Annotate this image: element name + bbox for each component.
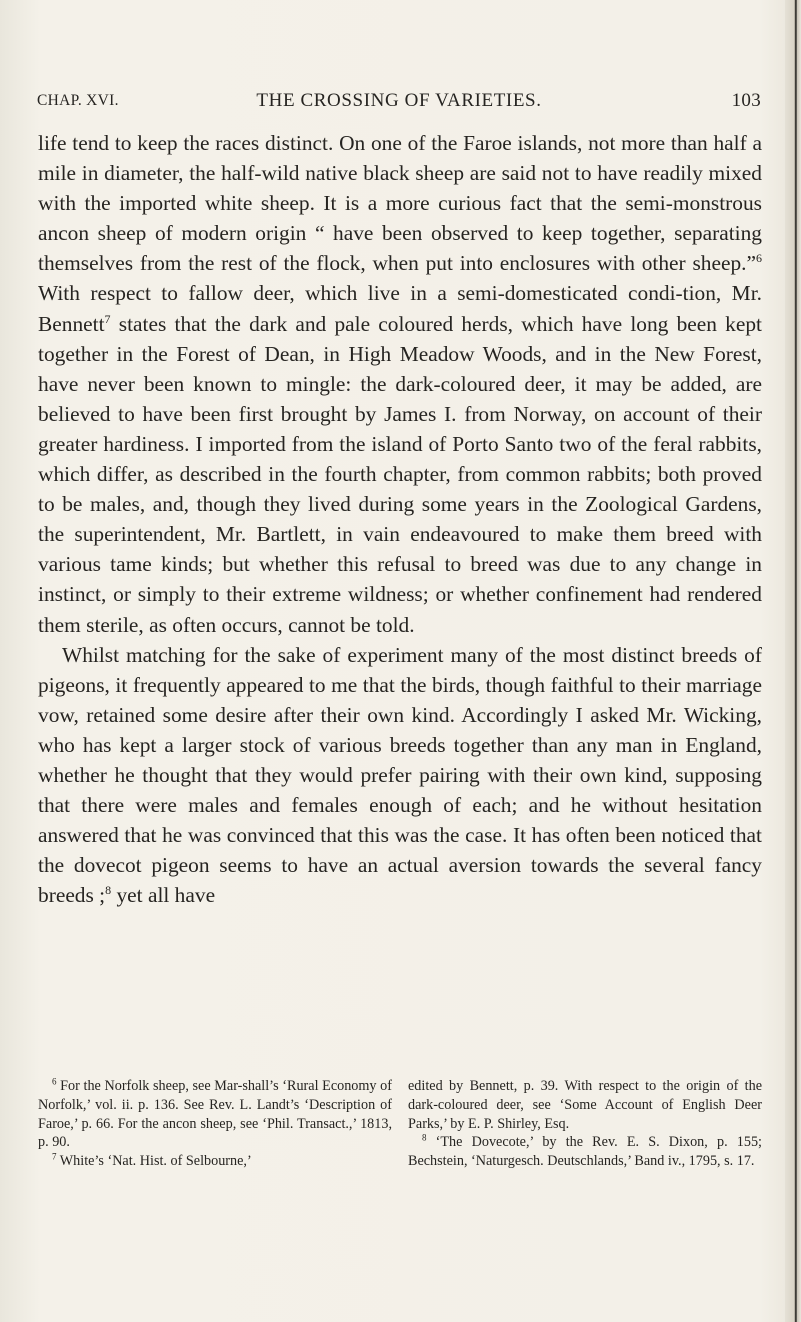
footnote-ref-7: 7 bbox=[104, 311, 111, 326]
running-header bbox=[37, 90, 761, 118]
footnote-7-continued: edited by Bennett, p. 39. With respect to the origin of the dark-coloured deer, see ‘Some Account of English Deer Parks,’ by E. P. Shirley, Esq. bbox=[408, 1078, 762, 1132]
chapter-label: CHAP. XVI. bbox=[37, 92, 119, 109]
footnote-6-text: For the Norfolk sheep, see Mar-shall’s ‘Rural Economy of Norfolk,’ vol. ii. p. 136. See Rev. L. Landt’s ‘Description of Faroe,’ p. 66. For the ancon sheep, see ‘Phil. Transact.,’ 1813, p. 90. bbox=[38, 1078, 392, 1151]
footnote-7 bbox=[38, 1152, 392, 1171]
footnote-8-text: ‘The Dovecote,’ by the Rev. E. S. Dixon, p. 155; Bechstein, ‘Naturgesch. Deutschlands,’ Band iv., 1795, s. 17. bbox=[408, 1134, 762, 1170]
footnote-7-mark: 7 bbox=[52, 1151, 57, 1162]
footnote-ref-8: 8 bbox=[105, 883, 112, 898]
paragraph-2-part-a: Whilst matching for the sake of experiment many of the most distinct breeds of pigeons, it frequently appeared to me that the birds, though faithful to their marriage vow, retained some desire after their own kind. Accordingly I asked Mr. Wicking, who has kept a larger stock of various breeds together than any man in England, whether he thought that they would prefer pairing with their own kind, supposing that there were males and females enough of each; and he without hesitation answered that he was convinced that this was the case. It has often been noticed that the dovecot pigeon seems to have an actual aversion towards the several fancy breeds ; bbox=[38, 642, 762, 908]
page-edge-shadow bbox=[785, 0, 801, 1322]
running-title: THE CROSSING OF VARIETIES. bbox=[256, 90, 542, 111]
paragraph-2-part-b: yet all have bbox=[111, 883, 216, 908]
footnotes-right-column bbox=[408, 1077, 762, 1171]
paragraph-1-part-a: life tend to keep the races distinct. On one of the Faroe islands, not more than half a mile in diameter, the half-wild native black sheep are said not to have readily mixed with the imported white sheep. It is a more curious fact that the semi-monstrous ancon sheep of modern origin “ have been observed to keep together, separating themselves from the rest of the flock, when put into enclosures with other sheep.” bbox=[38, 131, 762, 276]
main-text bbox=[38, 128, 762, 910]
paragraph-1-part-c: states that the dark and pale coloured herds, which have long been kept together in the Forest of Dean, in High Meadow Woods, and in the New Forest, have never been known to mingle: the dark-coloured deer, it may be added, are believed to have been first brought by James I. from Norway, on account of their greater hardiness. I imported from the island of Porto Santo two of the feral rabbits, which differ, as described in the fourth chapter, from common rabbits; both proved to be males, and, though they lived during some years in the Zoological Gardens, the superintendent, Mr. Bartlett, in vain endeavoured to make them breed with various tame kinds; but whether this refusal to breed was due to any change in instinct, or simply to their extreme wildness; or whether confinement had rendered them sterile, as often occurs, cannot be told. bbox=[38, 311, 762, 637]
paragraph-2 bbox=[38, 640, 762, 911]
footnote-ref-6: 6 bbox=[756, 251, 762, 266]
footnote-6 bbox=[38, 1077, 392, 1152]
footnote-7-text: White’s ‘Nat. Hist. of Selbourne,’ bbox=[56, 1153, 252, 1170]
footnote-8-mark: 8 bbox=[422, 1132, 427, 1143]
paragraph-1-part-b: With respect to fallow deer, which live in a semi-domesticated condi-tion, Mr. Bennett bbox=[38, 281, 762, 336]
footnotes-left-column bbox=[38, 1077, 392, 1171]
footnote-6-mark: 6 bbox=[52, 1076, 57, 1087]
footnote-8 bbox=[408, 1133, 762, 1171]
footnotes bbox=[38, 1077, 762, 1171]
paragraph-1 bbox=[38, 128, 762, 640]
page-number: 103 bbox=[731, 90, 761, 111]
